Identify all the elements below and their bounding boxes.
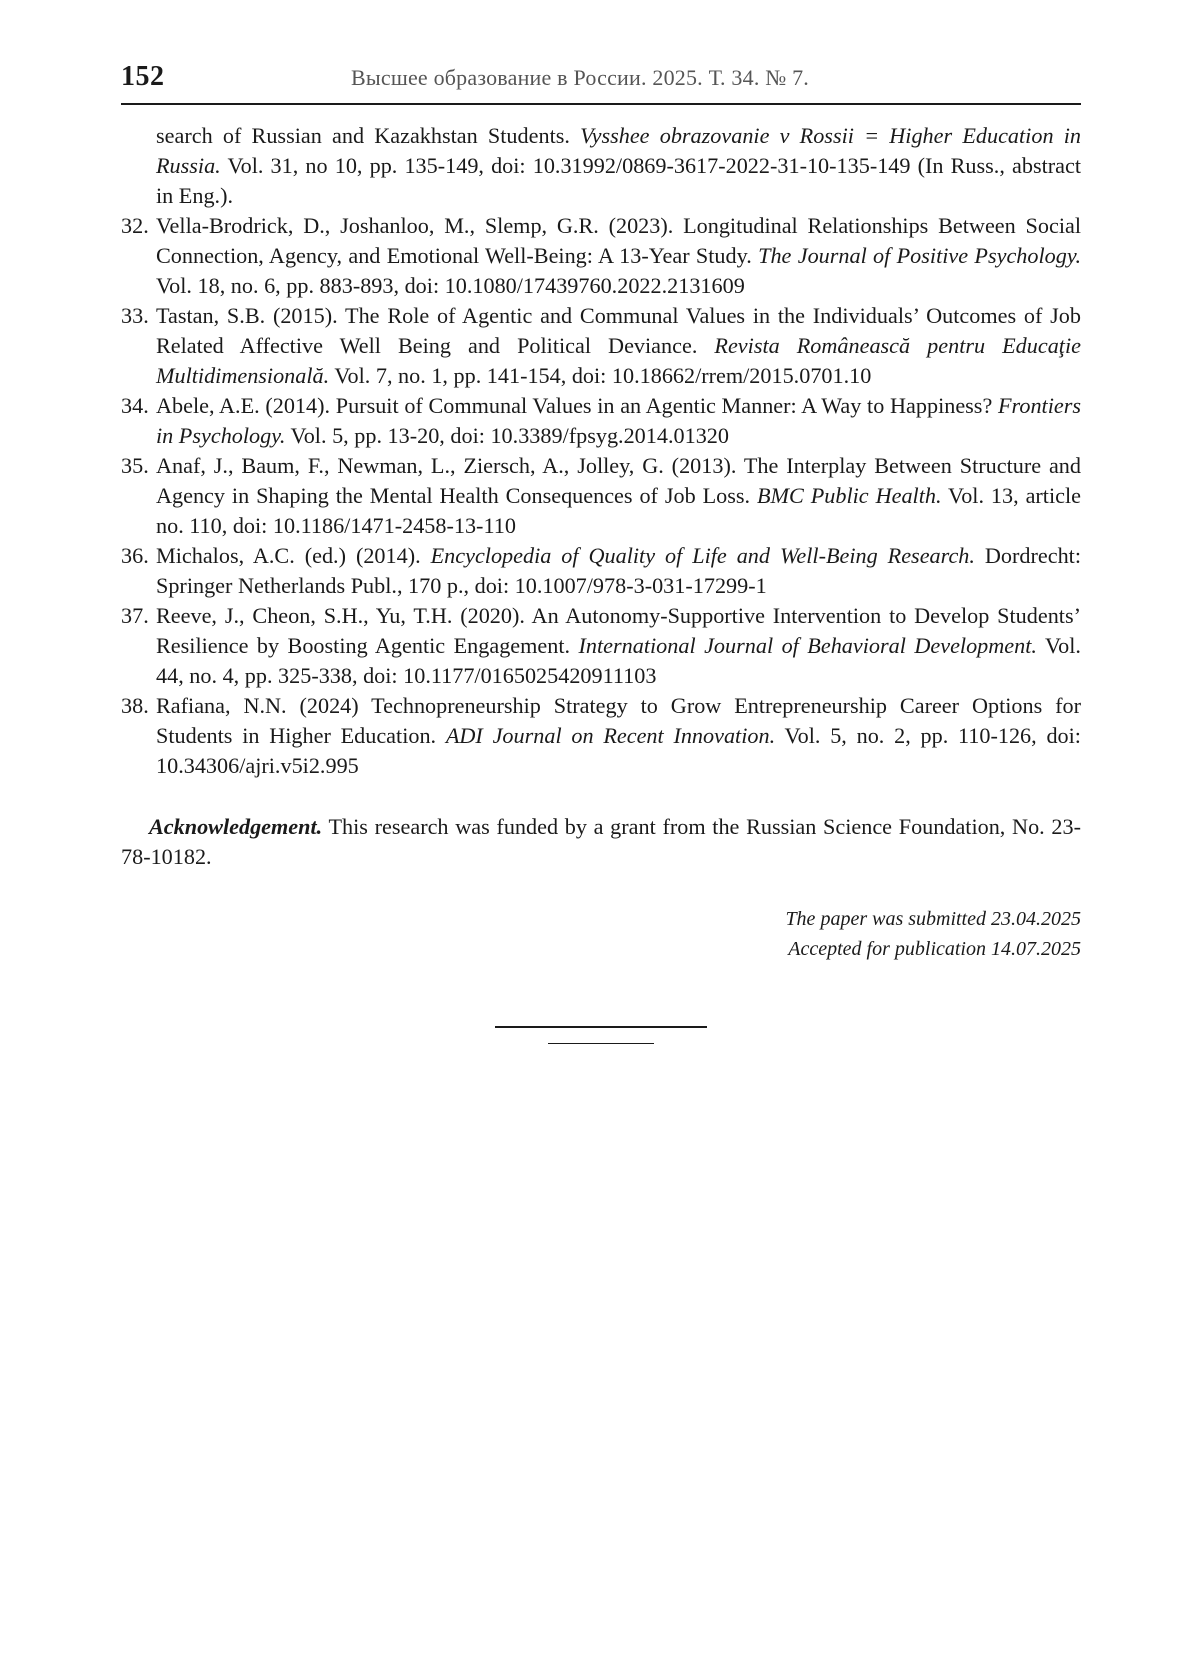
reference-authors-title: Reeve, J., Cheon, S.H., Yu, T.H. (2020). An Autonomy-Supportive Intervention to Develop Students’ Resilience by Boosting Agentic Engagement. [156,603,1081,658]
reference-text [156,121,1081,211]
reference-source: The Journal of Positive Psychology. [758,243,1082,268]
reference-details: Vol. 5, no. 2, pp. 110-126, doi: 10.34306/ajri.v5i2.995 [156,723,1081,778]
reference-details: Vol. 7, no. 1, pp. 141-154, doi: 10.18662/rrem/2015.0701.10 [329,363,872,388]
reference-32 [121,211,1081,301]
running-head [121,55,1081,105]
acknowledgement-label: Acknowledgement. [149,814,323,839]
reference-text [156,391,1081,451]
reference-number: 36. [121,543,149,568]
end-of-article-rule-short [548,1043,654,1044]
submitted-date: The paper was submitted 23.04.2025 [785,908,1081,930]
reference-text [156,601,1081,691]
reference-number: 38. [121,693,149,718]
reference-details: Dordrecht: Springer Netherlands Publ., 170 p., doi: 10.1007/978-3-031-17299-1 [156,543,1081,598]
reference-text [156,451,1081,541]
reference-number: 35. [121,453,149,478]
reference-details: Vol. 44, no. 4, pp. 325-338, doi: 10.1177/0165025420911103 [156,633,1081,688]
reference-35 [121,451,1081,541]
reference-source: International Journal of Behavioral Development. [578,633,1037,658]
reference-text [156,211,1081,301]
reference-31-continuation [121,121,1081,211]
end-of-article-rule-long [495,1026,707,1028]
reference-source: Encyclopedia of Quality of Life and Well-Being Research. [430,543,975,568]
reference-text [156,541,1081,601]
acknowledgement-text: This research was funded by a grant from the Russian Science Foundation, No. 23-78-10182. [121,814,1081,869]
reference-number: 32. [121,213,149,238]
reference-list [121,121,1081,781]
reference-number: 37. [121,603,149,628]
reference-text [156,691,1081,781]
accepted-date: Accepted for publication 14.07.2025 [788,938,1081,960]
page-number: 152 [121,61,165,92]
reference-authors-title: Vella-Brodrick, D., Joshanloo, M., Slemp, G.R. (2023). Longitudinal Relationships Between Social Connection, Agency, and Emotional Well-Being: A 13-Year Study. [156,213,1081,268]
reference-33 [121,301,1081,391]
reference-source: BMC Public Health. [756,483,942,508]
reference-34 [121,391,1081,451]
reference-authors-title: Rafiana, N.N. (2024) Technopreneurship Strategy to Grow Entrepreneurship Career Options for Students in Higher Education. [156,693,1081,748]
reference-authors-title: search of Russian and Kazakhstan Students. [156,123,581,148]
reference-source: Frontiers in Psychology. [156,393,1081,448]
reference-authors-title: Michalos, A.C. (ed.) (2014). [156,543,431,568]
reference-text [156,301,1081,391]
reference-authors-title: Tastan, S.B. (2015). The Role of Agentic and Communal Values in the Individuals’ Outcomes of Job Related Affective Well Being and Political Deviance. [156,303,1081,358]
reference-authors-title: Abele, A.E. (2014). Pursuit of Communal Values in an Agentic Manner: A Way to Happiness? [156,393,998,418]
reference-38 [121,691,1081,781]
reference-source: ADI Journal on Recent Innovation. [445,723,776,748]
reference-37 [121,601,1081,691]
reference-36 [121,541,1081,601]
reference-source: Revista Românească pentru Educaţie Multidimensională. [156,333,1081,388]
reference-authors-title: Anaf, J., Baum, F., Newman, L., Ziersch, A., Jolley, G. (2013). The Interplay Between Structure and Agency in Shaping the Mental Health Consequences of Job Loss. [156,453,1081,508]
reference-details: Vol. 13, article no. 110, doi: 10.1186/1471-2458-13-110 [156,483,1082,538]
reference-details: Vol. 5, pp. 13-20, doi: 10.3389/fpsyg.2014.01320 [285,423,729,448]
publication-dates [121,904,1081,964]
reference-number: 34. [121,393,149,418]
reference-details: Vol. 31, no 10, pp. 135-149, doi: 10.31992/0869-3617-2022-31-10-135-149 (In Russ., abstract in Eng.). [156,153,1081,208]
reference-number: 33. [121,303,149,328]
article-page [121,55,1081,964]
journal-issue-title: Высшее образование в России. 2025. Т. 34. № 7. [351,65,810,90]
reference-details: Vol. 18, no. 6, pp. 883-893, doi: 10.1080/17439760.2022.2131609 [156,273,745,298]
acknowledgement-paragraph [121,812,1081,872]
reference-source: Vysshee obrazovanie v Rossii = Higher Education in Russia. [156,123,1081,178]
